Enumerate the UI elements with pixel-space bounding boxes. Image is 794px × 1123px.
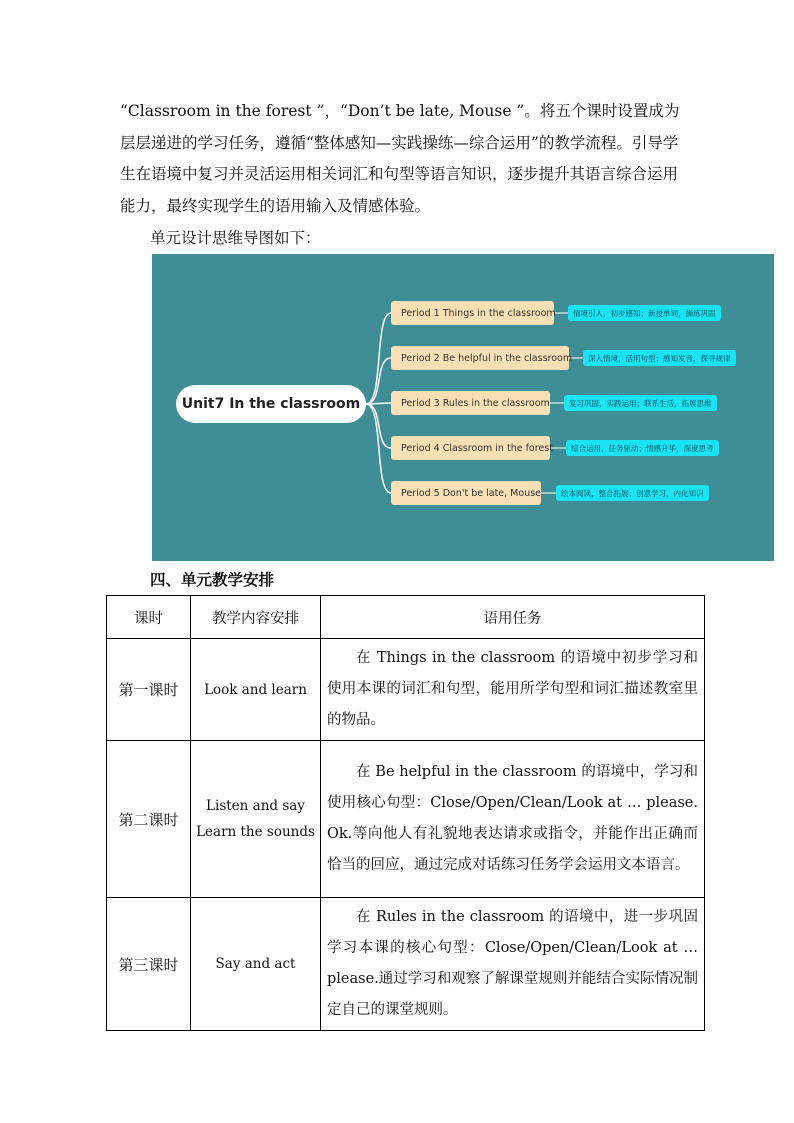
lesson-cell: 第一课时 [107,639,191,741]
period-note-2: 深入情境，活用句型；感知发音，探寻规律 [583,350,736,366]
connector-period-5 [366,404,391,493]
period-node-2: Period 2 Be helpful in the classroom [391,346,569,370]
period-note-1: 情境引入，初步感知；新授单词，操练巩固 [568,305,721,321]
intro-paragraph: “Classroom in the forest ”，“Don’t be late, Mouse ”。将五个课时设置成为层层递进的学习任务，遵循“整体感知—实践操练—综合运用”的教学流程。引导学生在语境中复习并灵活运用相关词汇和句型等语言知识，逐步提升其语言综合运用能力，最终实现学生的语用输入及情感体验。 [120,102,680,215]
content-line: Learn the sounds [196,824,315,840]
task-cell: 在 Be helpful in the classroom 的语境中，学习和使用核心句型：Close/Open/Clean/Look at … please. Ok.等向他人有礼貌地表达请求或指令，并能作出正确而恰当的回应，通过完成对话练习任务学会运用文本语言。 [321,741,705,898]
period-node-3: Period 3 Rules in the classroom [391,391,550,415]
header-task: 语用任务 [321,596,705,639]
header-lesson: 课时 [107,596,191,639]
period-node-4: Period 4 Classroom in the forest [391,436,550,460]
task-cell: 在 Rules in the classroom 的语境中，进一步巩固学习本课的核心句型：Close/Open/Clean/Look at … please.通过学习和观察了解课堂规则并能结合实际情况制定自己的课堂规则。 [321,898,705,1031]
content-cell [191,741,321,898]
content-line: Say and act [215,956,296,972]
lesson-cell: 第二课时 [107,741,191,898]
period-note-5: 绘本阅读，整合拓展；创意学习，内化知识 [556,485,709,501]
period-note-3: 复习巩固，实践运用；联系生活，拓展思维 [564,395,717,411]
content-cell [191,898,321,1031]
task-cell: 在 Things in the classroom 的语境中初步学习和使用本课的词汇和句型，能用所学句型和词汇描述教室里的物品。 [321,639,705,741]
mindmap [152,254,774,561]
header-content: 教学内容安排 [191,596,321,639]
table-row [107,741,705,898]
content-line: Look and learn [204,681,307,698]
table-row [107,898,705,1031]
section-heading: 四、单元教学安排 [150,571,275,589]
table-row [107,639,705,741]
lesson-cell: 第三课时 [107,898,191,1031]
content-cell [191,639,321,741]
period-node-1: Period 1 Things in the classroom [391,301,554,325]
content-line: Listen and say [206,798,305,814]
period-node-5: Period 5 Don't be late, Mouse [391,481,541,505]
mindmap-caption: 单元设计思维导图如下： [150,229,321,247]
connector-period-3 [366,403,391,404]
period-note-4: 综合运用，任务驱动；情感升华，深度思考 [566,440,719,456]
table-header-row [107,596,705,639]
teaching-plan-table [106,595,705,1031]
mindmap-center-node: Unit7 In the classroom [176,385,366,423]
